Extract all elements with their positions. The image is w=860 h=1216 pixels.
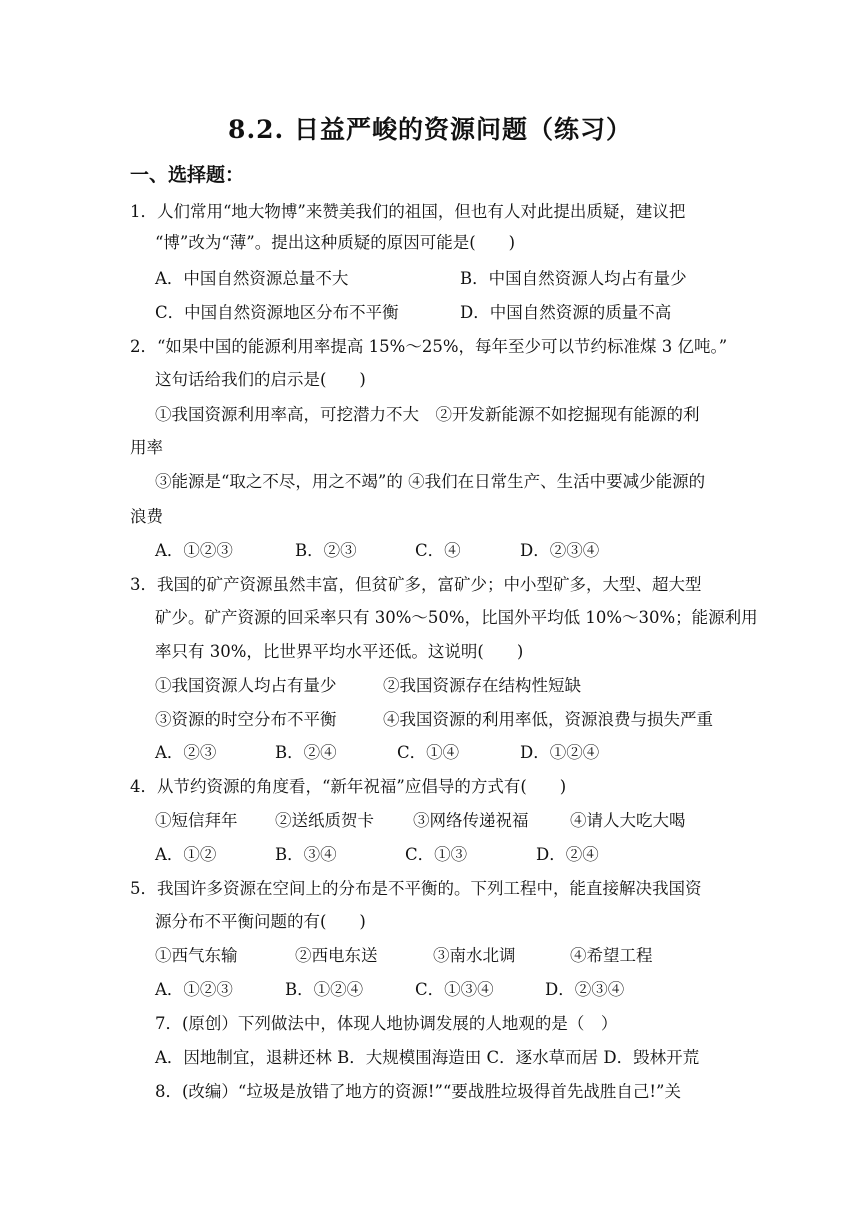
question-5-option-d: D．②③④ [545,980,625,999]
question-3-option-d: D．①②④ [520,743,600,762]
question-5-line-1: 5．我国许多资源在空间上的分布是不平衡的。下列工程中，能直接解决我国资 [130,879,702,898]
question-4-option-d: D．②④ [536,845,599,864]
question-2-line-1: 2．“如果中国的能源利用率提高 15%～25%，每年至少可以节约标准煤 3 亿吨。” [130,337,728,356]
question-3-item-3: ③资源的时空分布不平衡 [155,710,337,729]
question-2-option-c: C．④ [415,541,461,560]
question-3-line-2: 矿少。矿产资源的回采率只有 30%～50%，比国外平均低 10%～30%；能源利用 [155,608,758,627]
question-4-item-3: ③网络传递祝福 [413,811,529,830]
question-3-item-2: ②我国资源存在结构性短缺 [383,676,581,695]
question-3-line-3: 率只有 30%，比世界平均水平还低。这说明( ) [155,642,524,661]
question-5-line-2: 源分布不平衡问题的有( ) [155,912,366,931]
question-2-line-2: 这句话给我们的启示是( ) [155,370,366,389]
question-3-item-4: ④我国资源的利用率低，资源浪费与损失严重 [383,710,713,729]
question-1-line-1: 1．人们常用“地大物博”来赞美我们的祖国，但也有人对此提出质疑，建议把 [130,202,686,221]
question-2-line-3: ①我国资源利用率高，可挖潜力不大 ②开发新能源不如挖掘现有能源的利 [155,405,700,424]
question-2-line-5: ③能源是“取之不尽，用之不竭”的 ④我们在日常生产、生活中要减少能源的 [155,472,706,491]
question-5-option-a: A．①②③ [155,980,233,999]
question-2-line-4: 用率 [130,438,163,457]
question-2-option-b: B．②③ [295,541,357,560]
question-4-item-2: ②送纸质贺卡 [275,811,374,830]
question-5-option-c: C．①③④ [415,980,494,999]
question-1-option-b: B．中国自然资源人均占有量少 [460,269,687,288]
question-4-item-4: ④请人大吃大喝 [570,811,686,830]
section-heading: 一、选择题： [130,164,245,186]
question-3-line-1: 3．我国的矿产资源虽然丰富，但贫矿多，富矿少；中小型矿多，大型、超大型 [130,575,702,594]
question-2-option-a: A．①②③ [155,541,233,560]
question-5-option-b: B．①②④ [285,980,364,999]
question-1-line-2: “博”改为“薄”。提出这种质疑的原因可能是( ) [155,233,516,252]
question-8-line-1: 8．(改编）“垃圾是放错了地方的资源!”“要战胜垃圾得首先战胜自己!”关 [155,1082,681,1101]
question-2-option-d: D．②③④ [520,541,600,560]
question-3-item-1: ①我国资源人均占有量少 [155,676,337,695]
question-4-option-c: C．①③ [405,845,468,864]
question-5-item-4: ④希望工程 [570,946,653,965]
question-3-option-b: B．②④ [275,743,337,762]
question-5-item-2: ②西电东送 [295,946,378,965]
question-7-line-1: 7．(原创）下列做法中，体现人地协调发展的人地观的是（ ） [155,1014,618,1033]
question-7-options: A．因地制宜，退耕还林 B．大规模围海造田 C．逐水草而居 D．毁林开荒 [155,1048,700,1067]
question-5-item-3: ③南水北调 [433,946,516,965]
question-4-line-1: 4．从节约资源的角度看，“新年祝福”应倡导的方式有( ) [130,777,567,796]
question-3-option-c: C．①④ [397,743,460,762]
question-5-item-1: ①西气东输 [155,946,238,965]
question-3-option-a: A．②③ [155,743,217,762]
question-4-item-1: ①短信拜年 [155,811,238,830]
page-title: 8.2. 日益严峻的资源问题（练习） [228,115,632,144]
question-1-option-a: A．中国自然资源总量不大 [155,269,349,288]
question-4-option-a: A．①② [155,845,217,864]
question-2-line-6: 浪费 [130,507,163,526]
question-1-option-c: C．中国自然资源地区分布不平衡 [155,303,399,322]
question-4-option-b: B．③④ [275,845,337,864]
question-1-option-d: D．中国自然资源的质量不高 [460,303,672,322]
